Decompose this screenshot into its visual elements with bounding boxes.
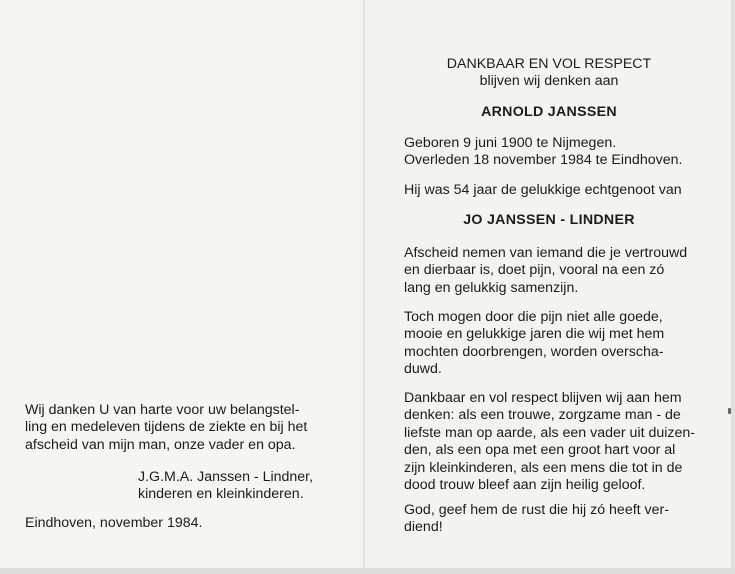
paragraph-2: [404, 309, 696, 379]
paragraph-line: en dierbaar is, doet pijn, vooral na een zó: [404, 262, 665, 279]
paragraph-line: denken: als een trouwe, zorgzame man - de: [404, 407, 681, 424]
card-fold: [363, 0, 365, 574]
card-edge: [731, 0, 735, 574]
death-line: Overleden 18 november 1984 te Eindhoven.: [404, 152, 683, 169]
paragraph-line: den, als een opa met een groot hart voor al: [404, 442, 676, 459]
signature: [138, 469, 338, 504]
paragraph-line: Afscheid nemen van iemand die je vertrouwd: [404, 245, 688, 261]
paragraph-line: mooie en gelukkige jaren die wij met hem: [404, 326, 665, 343]
paragraph-line: dood trouw bleef aan zijn heilig geloof.: [404, 477, 646, 494]
signature-line: kinderen en kleinkinderen.: [138, 486, 304, 503]
birth-line: Geboren 9 juni 1900 te Nijmegen.: [404, 135, 617, 151]
card-bottom-edge: [0, 568, 735, 574]
thanks-line: ling en medeleven tijdens de ziekte en bij het: [25, 419, 308, 436]
paragraph-1: [404, 245, 696, 297]
paragraph-line: God, geef hem de rust die hij zó heeft ver-: [404, 502, 669, 518]
deceased-name: ARNOLD JANSSEN: [481, 104, 617, 120]
paragraph-line: duwd.: [404, 361, 442, 378]
paragraph-line: liefste man op aarde, als een vader uit duizen-: [404, 424, 696, 441]
birth-death: [404, 135, 704, 170]
paragraph-line: lang en gelukkig samenzijn.: [404, 279, 579, 296]
marriage-line: Hij was 54 jaar de gelukkige echtgenoot van: [404, 182, 682, 198]
spouse-name: JO JANSSEN - LINDNER: [463, 212, 635, 228]
paragraph-line: zijn kleinkinderen, als een mens die tot in de: [404, 459, 683, 476]
thanks-line: Wij danken U van harte voor uw belangstel-: [25, 402, 300, 418]
place-date: Eindhoven, november 1984.: [25, 515, 203, 531]
scan-mark: [728, 408, 731, 414]
paragraph-line: mochten doorbrengen, worden overscha-: [404, 343, 664, 360]
paragraph-4: [404, 502, 696, 537]
paragraph-line: diend!: [404, 519, 443, 536]
subheading: blijven wij denken aan: [479, 73, 619, 89]
paragraph-line: Toch mogen door die pijn niet alle goede,: [404, 309, 663, 325]
thanks-line: afscheid van mijn man, onze vader en opa.: [25, 436, 296, 453]
paragraph-line: Dankbaar en vol respect blijven wij aan hem: [404, 390, 682, 406]
signature-line: J.G.M.A. Janssen - Lindner,: [138, 469, 314, 485]
thanks-text: [25, 402, 325, 454]
paragraph-3: [404, 390, 696, 494]
heading: DANKBAAR EN VOL RESPECT: [446, 56, 652, 72]
